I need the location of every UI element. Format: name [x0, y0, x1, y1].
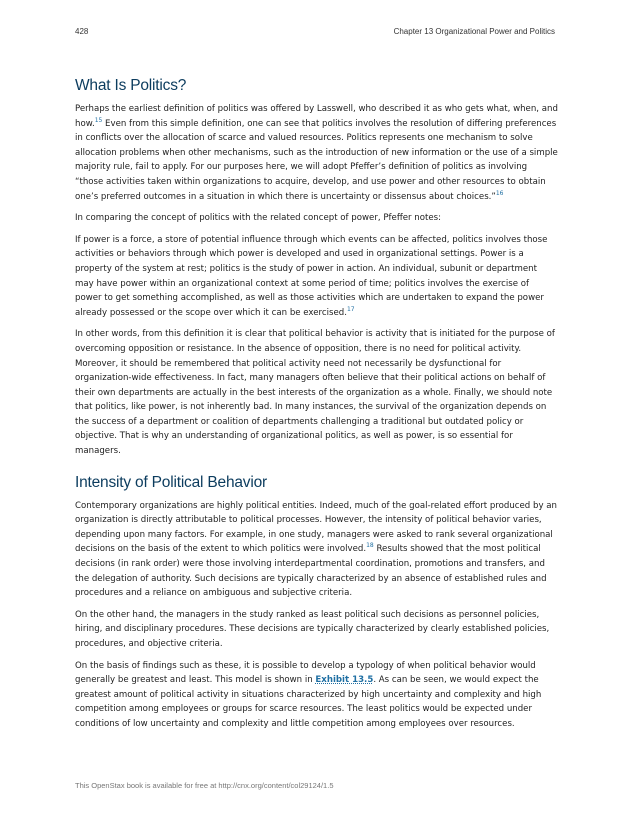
paragraph: In comparing the concept of politics with the related concept of power, Pfeffer notes: — [75, 213, 442, 224]
paragraph: Perhaps the earliest definition of politics was offered by Lasswell, who described it as who gets what, when, and how.$^{15}$ Even from this simple definition, one can see that politics involves the resolution of differing preferences in conflicts over the allocation of scarce and valued resources. Politics represents one mechanism to solve allocation problems when other mechanisms, such as the introduction of new information or the use of a simple majority rule, fail to apply. For our purposes here, we will adopt Pfeffer’s definition of politics as involving “those activities taken within organizations to acquire, develop, and use power and other resources to obtain one’s preferred outcomes in a situation in which there is uncertainty or dissensus about choices.”$^{16}$ — [75, 104, 558, 202]
paragraph: On the basis of findings such as these, it is possible to develop a typology of when political behavior would generally be greatest and least. This model is shown in Exhibit 13.5. As can be seen, we would expect the greatest amount of political activity in situations characterized by high uncertainty and complexity and high competition among employees or groups for scarce resources. The least politics would be expected under conditions of low uncertainty and complexity and little competition among employees over resources. — [75, 660, 542, 729]
page-content — [75, 76, 558, 739]
section-heading-intensity: Intensity of Political Behavior — [75, 473, 267, 491]
footnote-ref[interactable]: 16 — [495, 189, 504, 197]
paragraph: In other words, from this definition it is clear that political behavior is activity that is initiated for the purpose of overcoming opposition or resistance. In the absence of opposition, there is no need for political activity. Moreover, it should be remembered that political activity need not necessarily be dysfunctional for organization-wide effectiveness. In fact, many managers often believe that their political actions on behalf of their own departments are actually in the best interests of the organization as a whole. Finally, we should note that politics, like power, is not inherently bad. In many instances, the survival of the organization depends on the success of a department or coalition of departments challenging a traditional but outdated policy or objective. That is why an understanding of organizational politics, as well as power, is so essential for managers. — [75, 329, 555, 457]
paragraph: On the other hand, the managers in the study ranked as least political such decisions as personnel policies, hiring, and disciplinary procedures. These decisions are typically characterized by clearly established policies, procedures, and objective criteria. — [75, 609, 550, 649]
paragraph: Contemporary organizations are highly political entities. Indeed, much of the goal-related effort produced by an organization is directly attributable to political processes. However, the intensity of political behavior varies, depending upon many factors. For example, in one study, managers were asked to rank several organizational decisions on the basis of the extent to which politics were involved.$^{18}$ Results showed that the most political decisions (in rank order) were those involving interdepartmental coordination, promotions and transfers, and the delegation of authority. Such decisions are typically characterized by an absence of established rules and procedures and a reliance on ambiguous and subjective criteria. — [75, 500, 557, 599]
page-header — [75, 27, 555, 39]
footnote-ref[interactable]: 18 — [366, 542, 374, 550]
exhibit-link[interactable]: Exhibit 13.5 — [315, 675, 374, 686]
page-number: 428 — [75, 27, 89, 36]
quote-paragraph: If power is a force, a store of potential influence through which events can be affected, politics involves those activities or behaviors through which power is developed and used in organizational settings. Power is a property of the system at rest; politics is the study of power in action. An individual, subunit or department may have power within an organizational context at some period of time; politics involves the exercise of power to get something accomplished, as well as those activities which are undertaken to expand the power already possessed or the scope over which it can be exercised.$^{17}$ — [75, 234, 548, 318]
page-footer: This OpenStax book is available for free at http://cnx.org/content/col29124/1.5 — [75, 781, 334, 790]
footnote-ref[interactable]: 15 — [94, 116, 103, 124]
section-heading-what-is-politics: What Is Politics? — [75, 77, 187, 94]
footnote-ref[interactable]: 17 — [346, 305, 355, 313]
chapter-title: Chapter 13 Organizational Power and Politics — [393, 27, 555, 36]
